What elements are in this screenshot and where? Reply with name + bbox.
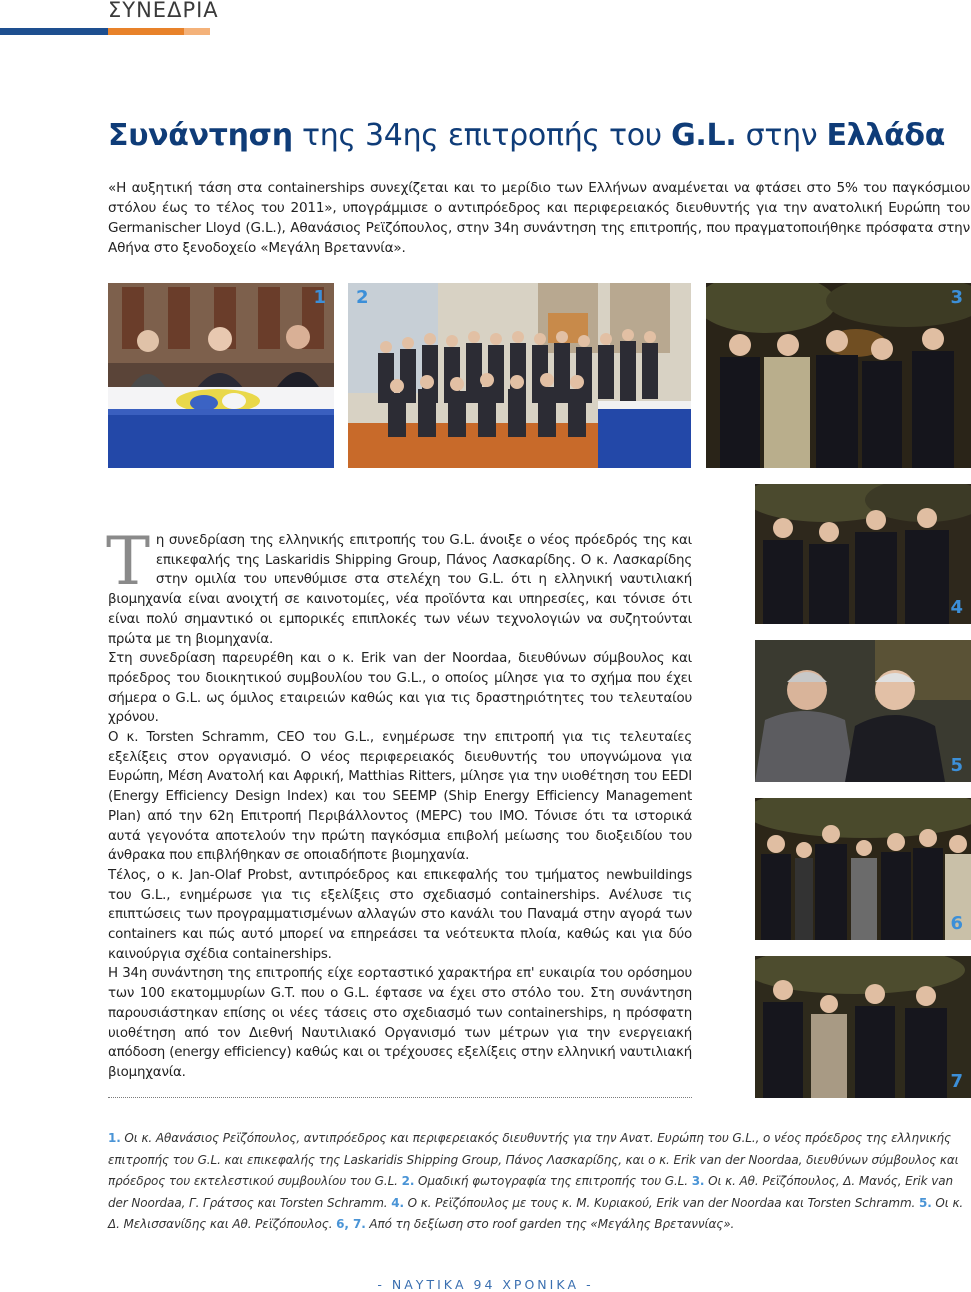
header-bar-blue	[0, 28, 108, 35]
photo-number: 1	[313, 287, 326, 308]
photo-captions: 1. Οι κ. Αθανάσιος Ρεϊζόπουλος, αντιπρόεδρος και περιφερειακός διευθυντής για την Ανατ. Ευρώπη του G.L., ο νέος πρόεδρος της ελληνικής επιτροπής του G.L. και επικεφαλής της Laskaridis Shipping Group, Πάνος Λασκαρίδης, και ο κ. Erik van der Noordaa, διευθύνων σύμβουλος και πρόεδρος του εκτελεστικού συμβουλίου του G.L. 2. Ομαδική φωτογραφία της επιτροπής του G.L. 3. Οι κ. Αθ. Ρεϊζόπουλος, Δ. Μανός, Erik van der Noordaa, Γ. Γράτσος και Torsten Schramm. 4. Ο κ. Ρεϊζόπουλος με τους κ. Μ. Κυριακού, Erik van der Noordaa και Torsten Schramm. 5. Οι κ. Δ. Μελισσανίδης και Αθ. Ρεϊζόπουλος. 6, 7. Από τη δεξίωση στο roof garden της «Μεγάλης Βρεταννίας».	[108, 1131, 964, 1231]
body-paragraph: Ο κ. Torsten Schramm, CEO του G.L., ενημέρωσε την επιτροπή για τις τελευταίες εξελίξεις στον οργανισμό. Ο νέος περιφερειακός διευθυντής του υπογνώμονα για Ευρώπη, Μέση Ανατολή και Αφρική, Matthias Ritters, μίλησε για την υιοθέτηση του EEDI (Energy Efficiency Design Index) και του SEEMP (Ship Energy Efficiency Management Plan) από την 62η Επιτροπή Περιβάλλοντος (MEPC) του IMO. Τόνισε ότι τα ιστορικά αυτά γεγονότα αποτελούν την πρώτη παγκόσμια επιβολή μείωσης του διοξειδίου του άνθρακα που επιβλήθηκαν σε οποιαδήποτε βιομηχανία.	[108, 730, 692, 864]
header-bar-light-orange	[184, 28, 210, 35]
photo-3	[706, 283, 971, 468]
photo-number: 4	[950, 597, 963, 618]
article-body	[106, 523, 692, 1083]
drop-cap: Τ	[106, 523, 150, 600]
photo-7	[755, 956, 971, 1098]
photo-1	[108, 283, 334, 468]
photo-6	[755, 798, 971, 940]
photo-number: 7	[950, 1071, 963, 1092]
page-footer: - ΝΑΥΤΙΚΑ 94 ΧΡΟΝΙΚΑ -	[377, 1277, 594, 1292]
photo-number: 3	[950, 287, 963, 308]
photo-number: 5	[950, 755, 963, 776]
lead-paragraph: «Η αυξητική τάση στα containerships συνεχίζεται και το μερίδιο των Ελλήνων αναμένεται να φτάσει στο 5% του παγκόσμιου στόλου έως το τέλος του 2011», υπογράμμισε ο αντιπρόεδρος και περιφερειακός διευθυντής για την ανατολική Ευρώπη του Germanischer Lloyd (G.L.), Αθανάσιος Ρεϊζόπουλος, στην 34η συνάντηση της επιτροπής, που πραγματοποιήθηκε πρόσφατα στην Αθήνα στο ξενοδοχείο «Μεγάλη Βρεταννία».	[108, 180, 970, 256]
body-paragraph: η συνεδρίαση της ελληνικής επιτροπής του G.L. άνοιξε ο νέος πρόεδρός της και επικεφαλής της Laskaridis Shipping Group, Πάνος Λασκαρίδης. Ο κ. Λασκαρίδης στην ομιλία του υπενθύμισε στα στελέχη του G.L. ότι η ελληνική ναυτιλιακή βιομηχανία είναι ανοιχτή σε καινοτομίες, νέα προϊόντα και υπηρεσίες, και τόνισε ότι είναι πολύ σημαντικό οι εμπορικές επιπλοκές των νέων τεχνολογιών να συζητούνται πρώτα με τη βιομηχανία.	[108, 533, 692, 647]
body-paragraph: Η 34η συνάντηση της επιτροπής είχε εορταστικό χαρακτήρα επ' ευκαιρία του ορόσημου των 100 εκατομμυρίων G.T. που ο G.L. έφτασε να έχει στο στόλο του. Στη συνάντηση παρουσιάστηκαν επίσης οι νέες τάσεις στο σχεδιασμό των containerships, η πρόσφατη υιοθέτηση από τον Διεθνή Ναυτιλιακό Οργανισμό των μέτρων για την ενεργειακή απόδοση (energy efficiency) καθώς και οι τρέχουσες εξελίξεις στην ελληνική ναυτιλιακή βιομηχανία.	[108, 966, 692, 1080]
photo-number: 6	[950, 913, 963, 934]
header-bar-orange	[108, 28, 184, 35]
photo-2	[348, 283, 691, 468]
photo-4	[755, 484, 971, 624]
photo-5	[755, 640, 971, 782]
article-title: Συνάντηση της 34ης επιτροπής του G.L. στην Ελλάδα	[108, 118, 946, 153]
photo-number: 2	[356, 287, 369, 308]
body-paragraph: Τέλος, ο κ. Jan-Olaf Probst, αντιπρόεδρος και επικεφαλής του τμήματος newbuildings του G.L., ενημέρωσε για τις εξελίξεις στο σχεδιασμό containerships. Ανέλυσε τις επιπτώσεις των προγραμματισμένων αλλαγών στο κανάλι του Παναμά στην αγορά των containers και πώς αυτό μπορεί να επηρεάσει τα νεότευκτα πλοία, καθώς και για δύο καινούργια σχέδια containerships.	[108, 867, 692, 962]
section-label: ΣΥΝΕΔΡΙΑ	[108, 0, 219, 22]
body-paragraph: Στη συνεδρίαση παρευρέθη και ο κ. Erik van der Noordaa, διευθύνων σύμβουλος και πρόεδρος του διοικητικού συμβουλίου του G.L., ο οποίος μίλησε για το σχήμα που έχει σήμερα ο G.L. ως όμιλος εταιρειών καθώς και για τις δραστηριότητες του τελευταίου χρόνου.	[108, 651, 692, 726]
dotted-divider	[108, 1097, 692, 1098]
